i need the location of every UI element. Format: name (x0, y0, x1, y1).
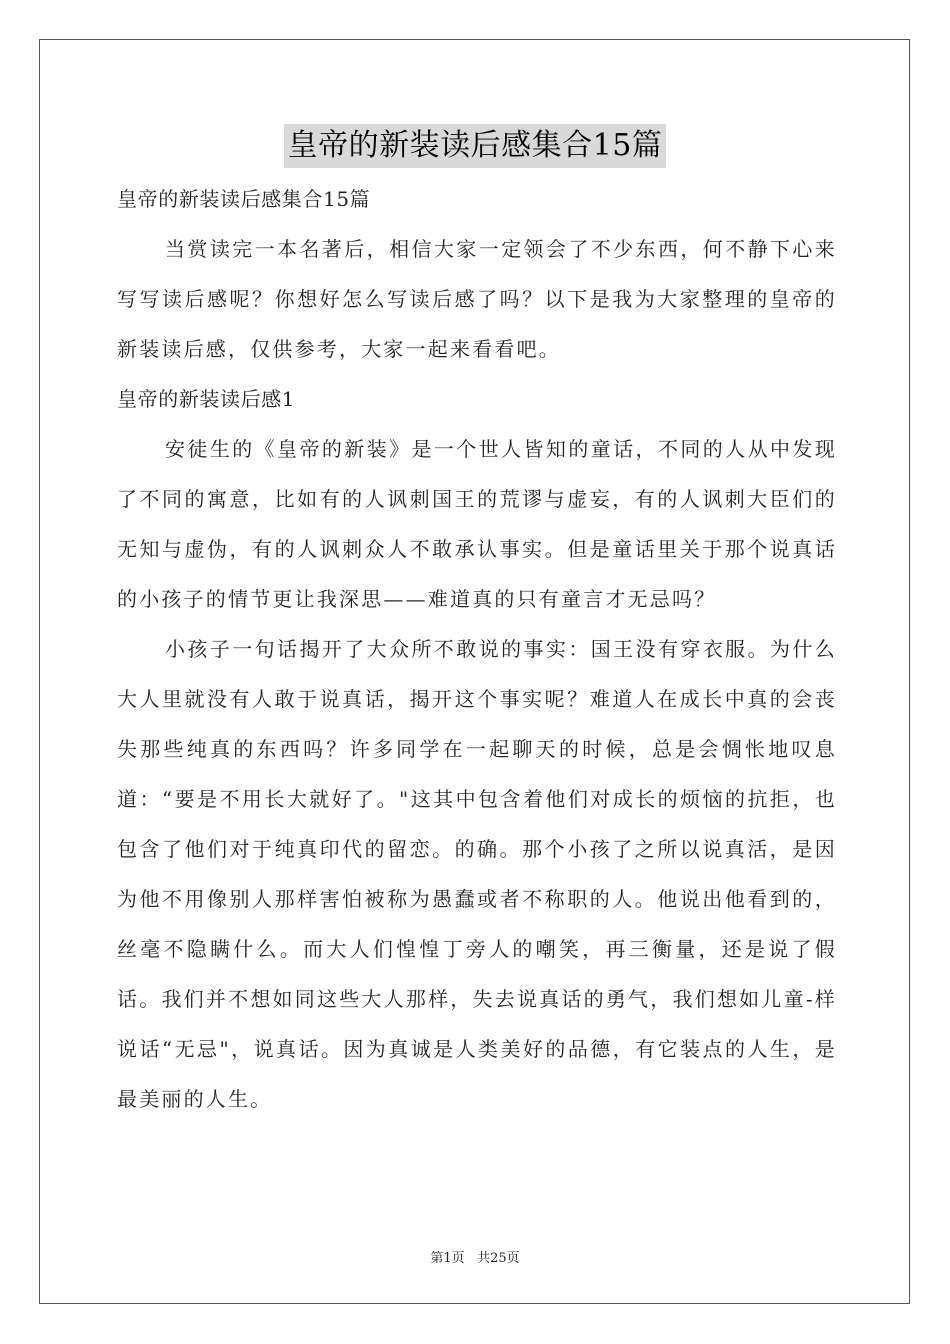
title-container (0, 124, 950, 168)
page-total: 共25页 (477, 1251, 520, 1266)
document-subtitle: 皇帝的新装读后感集合15篇 (117, 187, 371, 211)
body-paragraph: 安徒生的《皇帝的新装》是一个世人皆知的童话，不同的人从中发现了不同的寓意，比如有的人讽刺国王的荒谬与虚妄，有的人讽刺大臣们的无知与虚伪，有的人讽刺众人不敢承认事实。但是童话里关于那个说真话的小孩子的情节更让我深思——难道真的只有童言才无忌吗？ (117, 437, 837, 611)
intro-paragraph: 当赏读完一本名著后，相信大家一定领会了不少东西，何不静下心来写写读后感呢？你想好怎么写读后感了吗？以下是我为大家整理的皇帝的新装读后感，仅供参考，大家一起来看看吧。 (117, 237, 837, 361)
section-heading: 皇帝的新装读后感1 (117, 387, 296, 411)
page-number: 第1页 (430, 1251, 465, 1266)
page-footer (0, 1247, 950, 1266)
document-body (117, 174, 837, 1124)
body-paragraph: 小孩子一句话揭开了大众所不敢说的事实：国王没有穿衣服。为什么大人里就没有人敢于说真话，揭开这个事实呢？难道人在成长中真的会丧失那些纯真的东西吗？许多同学在一起聊天的时候，总是会惆怅地叹息道：“要是不用长大就好了。"这其中包含着他们对成长的烦恼的抗拒，也包含了他们对于纯真印代的留恋。的确。那个小孩了之所以说真活，是因为他不用像别人那样害怕被称为愚蠢或者不称职的人。他说出他看到的，丝毫不隐瞒什么。而大人们惶惶丁旁人的嘲笑，再三衡量，还是说了假话。我们并不想如同这些大人那样，失去说真话的勇气，我们想如儿童-样说话“无忌"，说真话。因为真诚是人类美好的品德，有它装点的人生，是最美丽的人生。 (117, 637, 837, 1111)
document-title: 皇帝的新装读后感集合15篇 (284, 124, 667, 168)
